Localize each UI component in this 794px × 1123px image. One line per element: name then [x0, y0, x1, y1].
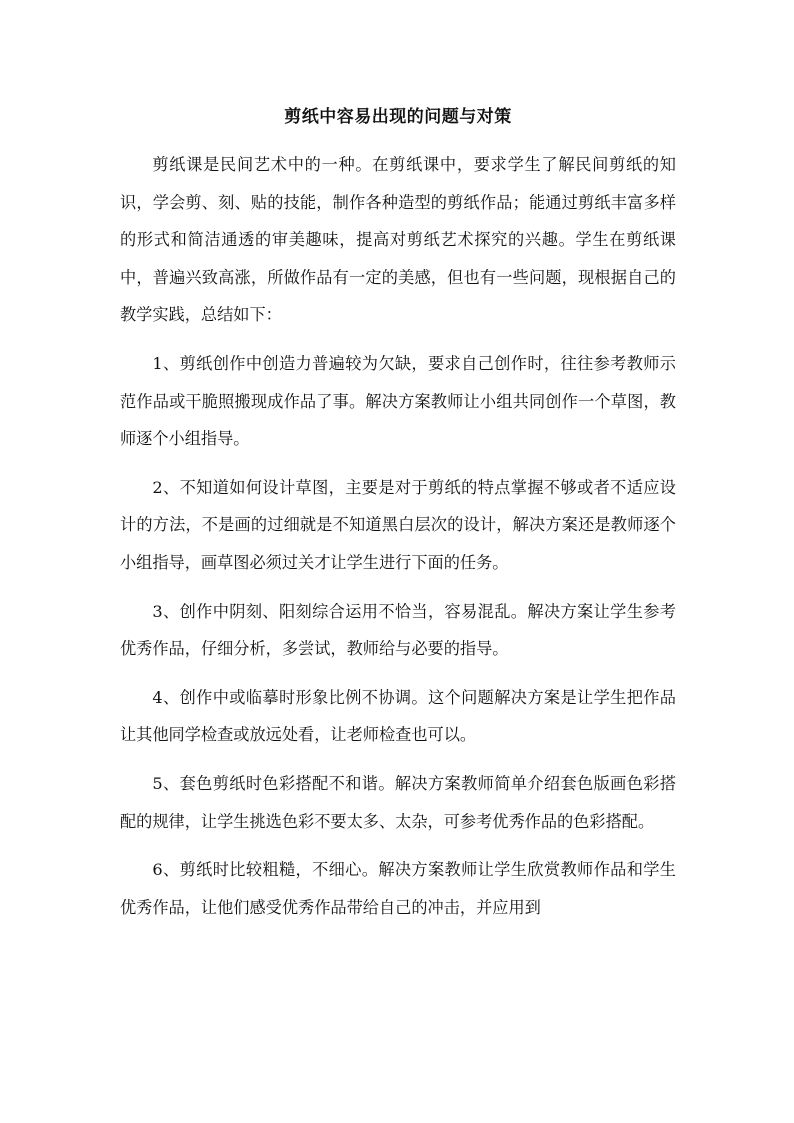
list-item-1: 1、剪纸创作中创造力普遍较为欠缺，要求自己创作时，往往参考教师示范作品或干脆照搬现成作品了事。解决方案教师让小组共同创作一个草图，教师逐个小组指导。 — [120, 353, 676, 449]
list-item-3: 3、创作中阴刻、阳刻综合运用不恰当，容易混乱。解决方案让学生参考优秀作品，仔细分析，多尝试，教师给与必要的指导。 — [120, 601, 676, 659]
list-item-4: 4、创作中或临摹时形象比例不协调。这个问题解决方案是让学生把作品让其他同学检查或放远处看，让老师检查也可以。 — [120, 687, 676, 745]
list-item-6: 6、剪纸时比较粗糙，不细心。解决方案教师让学生欣赏教师作品和学生优秀作品，让他们感受优秀作品带给自己的冲击，并应用到 — [120, 860, 676, 917]
list-item-5: 5、套色剪纸时色彩搭配不和谐。解决方案教师简单介绍套色版画色彩搭配的规律，让学生挑选色彩不要太多、太杂，可参考优秀作品的色彩搭配。 — [120, 773, 676, 831]
intro-paragraph: 剪纸课是民间艺术中的一种。在剪纸课中，要求学生了解民间剪纸的知识，学会剪、刻、贴的技能，制作各种造型的剪纸作品；能通过剪纸丰富多样的形式和简洁通透的审美趣味，提高对剪纸艺术探究的兴趣。学生在剪纸课中，普遍兴致高涨，所做作品有一定的美感，但也有一些问题，现根据自己的教学实践，总结如下： — [120, 155, 676, 325]
document-title: 剪纸中容易出现的问题与对策 — [284, 107, 512, 127]
document-page — [120, 102, 676, 926]
list-item-2: 2、不知道如何设计草图，主要是对于剪纸的特点掌握不够或者不适应设计的方法，不是画的过细就是不知道黑白层次的设计，解决方案还是教师逐个小组指导，画草图必须过关才让学生进行下面的任务。 — [120, 477, 676, 572]
